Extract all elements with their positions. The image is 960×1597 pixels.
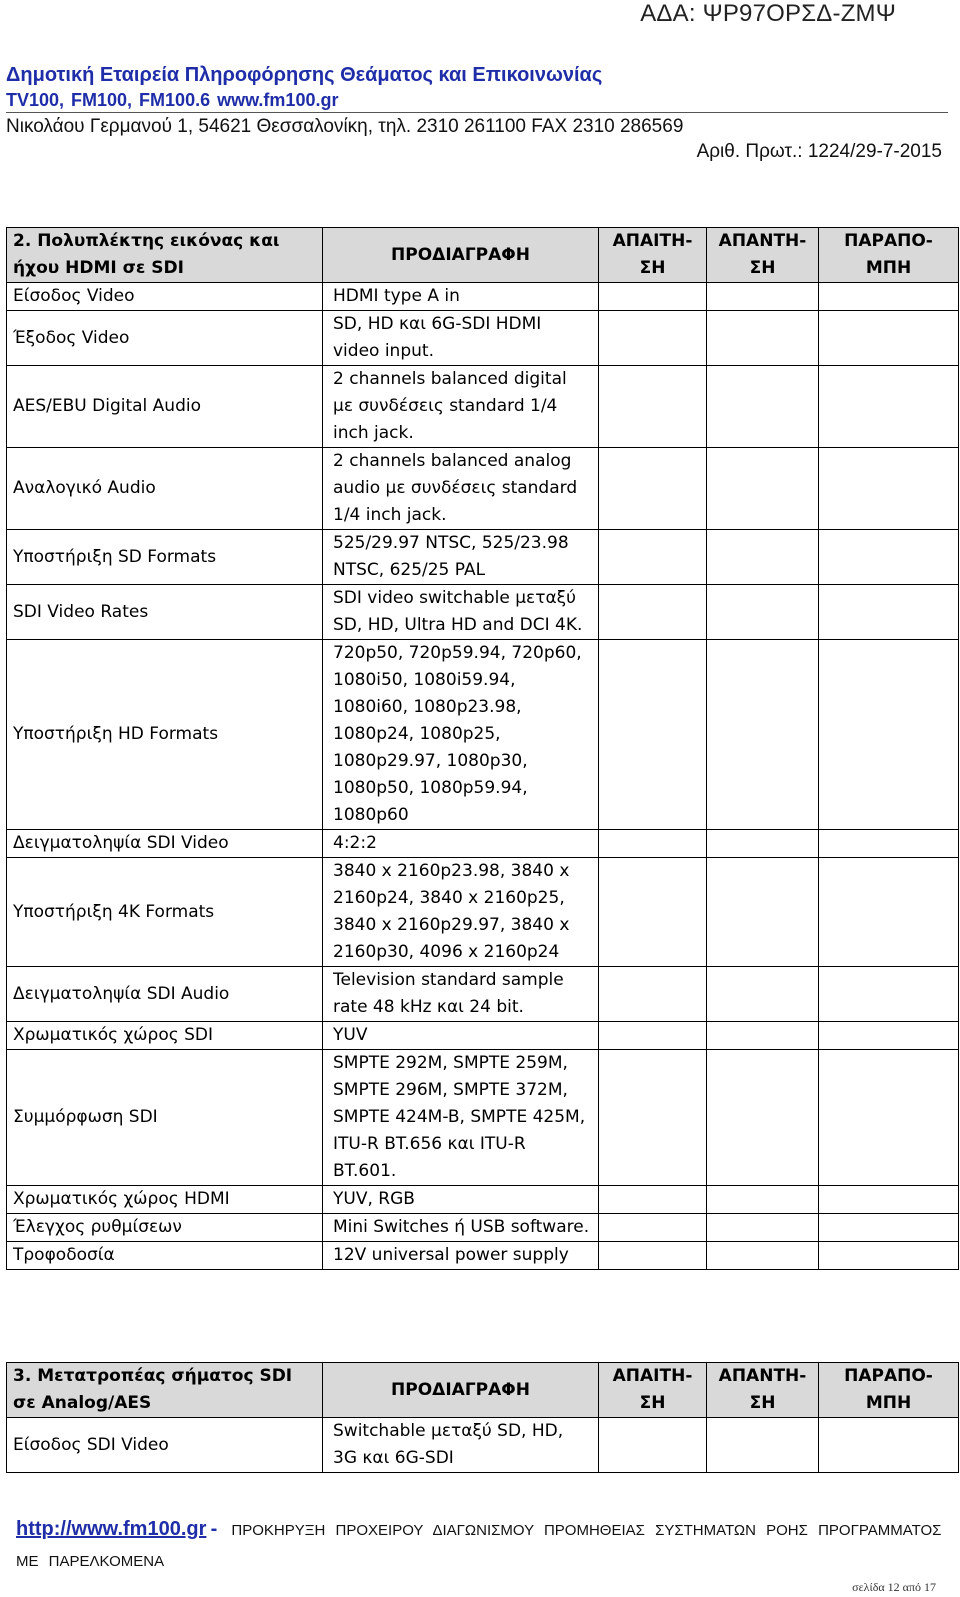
row-label: Δειγματοληψία SDI Audio [7, 967, 323, 1022]
row-answer-cell [707, 1022, 819, 1050]
table-row [7, 640, 959, 830]
row-reference-cell [819, 448, 959, 530]
row-spec: 3840 x 2160p23.98, 3840 x 2160p24, 3840 x 2160p25, 3840 x 2160p29.97, 3840 x 2160p30, 4096 x 2160p24 [323, 858, 599, 967]
table-row [7, 967, 959, 1022]
row-label: Υποστήριξη 4K Formats [7, 858, 323, 967]
row-label: Συμμόρφωση SDI [7, 1050, 323, 1186]
row-answer-cell [707, 366, 819, 448]
table-title: 2. Πολυπλέκτης εικόνας και ήχου HDMI σε SDI [7, 228, 323, 283]
organization-name: Δημοτική Εταιρεία Πληροφόρησης Θεάματος και Επικοινωνίας [6, 64, 603, 86]
row-spec: Television standard sample rate 48 kHz και 24 bit. [323, 967, 599, 1022]
row-label: Χρωματικός χώρος SDI [7, 1022, 323, 1050]
row-label: Υποστήριξη HD Formats [7, 640, 323, 830]
row-spec: 2 channels balanced analog audio με συνδέσεις standard 1/4 inch jack. [323, 448, 599, 530]
row-reference-cell [819, 1050, 959, 1186]
row-requirement-cell [599, 1022, 707, 1050]
header-divider [6, 112, 948, 113]
address-line: Νικολάου Γερμανού 1, 54621 Θεσσαλονίκη, τηλ. 2310 261100 FAX 2310 286569 [6, 116, 684, 137]
column-header-answer: ΑΠΑΝΤΗ-ΣΗ [707, 228, 819, 283]
row-requirement-cell [599, 1050, 707, 1186]
row-requirement-cell [599, 858, 707, 967]
table-row [7, 1418, 959, 1473]
row-requirement-cell [599, 967, 707, 1022]
row-requirement-cell [599, 448, 707, 530]
row-spec: Mini Switches ή USB software. [323, 1214, 599, 1242]
row-reference-cell [819, 283, 959, 311]
column-header-answer: ΑΠΑΝΤΗ-ΣΗ [707, 1363, 819, 1418]
row-requirement-cell [599, 1418, 707, 1473]
row-reference-cell [819, 1022, 959, 1050]
footer [16, 1514, 946, 1577]
footer-text: ΠΡΟΚΗΡΥΞΗ ΠΡΟΧΕΙΡΟΥ ΔΙΑΓΩΝΙΣΜΟΥ ΠΡΟΜΗΘΕΙΑΣ ΣΥΣΤΗΜΑΤΩΝ ΡΟΗΣ ΠΡΟΓΡΑΜΜΑΤΟΣ ΜΕ ΠΑΡΕΛΚΟΜΕΝΑ [16, 1522, 942, 1570]
table-row [7, 283, 959, 311]
table-row [7, 1186, 959, 1214]
table-row [7, 585, 959, 640]
column-header-reference: ΠΑΡΑΠΟ-ΜΠΗ [819, 1363, 959, 1418]
row-label: Έλεγχος ρυθμίσεων [7, 1214, 323, 1242]
column-header-requirement: ΑΠΑΙΤΗ-ΣΗ [599, 1363, 707, 1418]
row-label: AES/EBU Digital Audio [7, 366, 323, 448]
row-spec: SDI video switchable μεταξύ SD, HD, Ultra HD and DCI 4K. [323, 585, 599, 640]
row-spec: SD, HD και 6G-SDI HDMI video input. [323, 311, 599, 366]
table-row [7, 1242, 959, 1270]
row-label: Έξοδος Video [7, 311, 323, 366]
table-row [7, 1022, 959, 1050]
row-answer-cell [707, 311, 819, 366]
table-header-row [7, 1363, 959, 1418]
row-requirement-cell [599, 640, 707, 830]
row-label: Είσοδος Video [7, 283, 323, 311]
row-spec: 2 channels balanced digital με συνδέσεις standard 1/4 inch jack. [323, 366, 599, 448]
column-header-spec: ΠΡΟΔΙΑΓΡΑΦΗ [323, 228, 599, 283]
row-answer-cell [707, 830, 819, 858]
row-spec: YUV, RGB [323, 1186, 599, 1214]
row-reference-cell [819, 311, 959, 366]
table-row [7, 1214, 959, 1242]
table-row [7, 1050, 959, 1186]
row-spec: Switchable μεταξύ SD, HD, 3G και 6G-SDI [323, 1418, 599, 1473]
row-label: SDI Video Rates [7, 585, 323, 640]
table-row [7, 448, 959, 530]
row-answer-cell [707, 1050, 819, 1186]
row-requirement-cell [599, 366, 707, 448]
row-requirement-cell [599, 585, 707, 640]
row-answer-cell [707, 640, 819, 830]
row-requirement-cell [599, 1186, 707, 1214]
page-number: σελίδα 12 από 17 [852, 1580, 936, 1594]
row-spec: 4:2:2 [323, 830, 599, 858]
row-answer-cell [707, 967, 819, 1022]
footer-dash: - [210, 1518, 218, 1540]
row-label: Αναλογικό Audio [7, 448, 323, 530]
row-reference-cell [819, 530, 959, 585]
row-spec: 720p50, 720p59.94, 720p60, 1080i50, 1080i59.94, 1080i60, 1080p23.98, 1080p24, 1080p25, 1080p29.97, 1080p30, 1080p50, 1080p59.94, 1080p60 [323, 640, 599, 830]
table-row [7, 858, 959, 967]
table-row [7, 311, 959, 366]
table-row [7, 530, 959, 585]
row-answer-cell [707, 858, 819, 967]
row-reference-cell [819, 366, 959, 448]
row-reference-cell [819, 830, 959, 858]
row-label: Τροφοδοσία [7, 1242, 323, 1270]
spec-table-sdi-analog [6, 1362, 959, 1473]
row-requirement-cell [599, 283, 707, 311]
ada-code: ΑΔΑ: ΨΡ97ΟΡΣΔ-ΖΜΨ [640, 0, 896, 27]
row-spec: 525/29.97 NTSC, 525/23.98 NTSC, 625/25 PAL [323, 530, 599, 585]
row-label: Είσοδος SDI Video [7, 1418, 323, 1473]
row-label: Υποστήριξη SD Formats [7, 530, 323, 585]
row-answer-cell [707, 283, 819, 311]
stations-line: TV100, FM100, FM100.6 www.fm100.gr [6, 90, 339, 110]
row-answer-cell [707, 448, 819, 530]
column-header-spec: ΠΡΟΔΙΑΓΡΑΦΗ [323, 1363, 599, 1418]
row-spec: 12V universal power supply [323, 1242, 599, 1270]
row-reference-cell [819, 585, 959, 640]
row-requirement-cell [599, 830, 707, 858]
row-answer-cell [707, 585, 819, 640]
footer-link[interactable]: http://www.fm100.gr [16, 1518, 207, 1540]
row-requirement-cell [599, 530, 707, 585]
row-answer-cell [707, 1214, 819, 1242]
column-header-requirement: ΑΠΑΙΤΗ-ΣΗ [599, 228, 707, 283]
row-reference-cell [819, 1418, 959, 1473]
table-title: 3. Μετατροπέας σήματος SDI σε Analog/AES [7, 1363, 323, 1418]
row-reference-cell [819, 967, 959, 1022]
row-reference-cell [819, 640, 959, 830]
row-requirement-cell [599, 1214, 707, 1242]
column-header-reference: ΠΑΡΑΠΟ-ΜΠΗ [819, 228, 959, 283]
row-requirement-cell [599, 1242, 707, 1270]
row-spec: HDMI type A in [323, 283, 599, 311]
row-spec: SMPTE 292M, SMPTE 259M, SMPTE 296M, SMPTE 372M, SMPTE 424M-B, SMPTE 425M, ITU-R BT.656 και ITU-R BT.601. [323, 1050, 599, 1186]
row-reference-cell [819, 1186, 959, 1214]
row-reference-cell [819, 1242, 959, 1270]
table-row [7, 830, 959, 858]
row-reference-cell [819, 858, 959, 967]
row-answer-cell [707, 530, 819, 585]
row-answer-cell [707, 1418, 819, 1473]
row-answer-cell [707, 1186, 819, 1214]
row-requirement-cell [599, 311, 707, 366]
protocol-number: Αριθ. Πρωτ.: 1224/29-7-2015 [696, 141, 942, 162]
row-label: Χρωματικός χώρος HDMI [7, 1186, 323, 1214]
table-header-row [7, 228, 959, 283]
row-label: Δειγματοληψία SDI Video [7, 830, 323, 858]
row-answer-cell [707, 1242, 819, 1270]
row-spec: YUV [323, 1022, 599, 1050]
row-reference-cell [819, 1214, 959, 1242]
spec-table-hdmi-sdi [6, 227, 959, 1270]
table-row [7, 366, 959, 448]
